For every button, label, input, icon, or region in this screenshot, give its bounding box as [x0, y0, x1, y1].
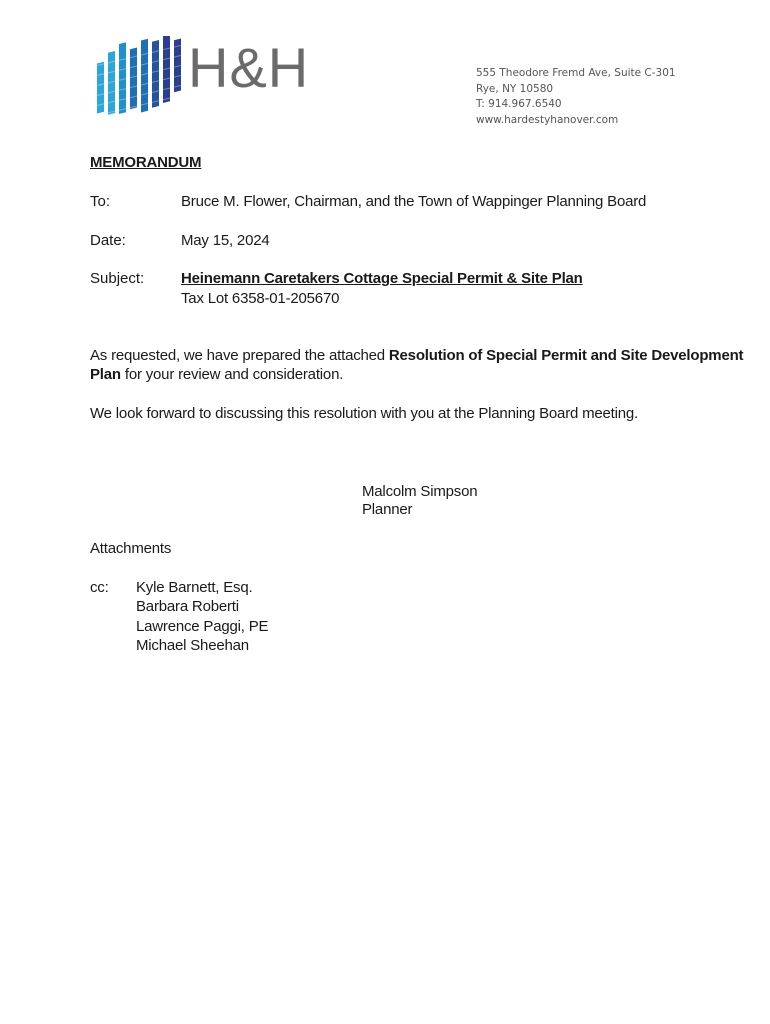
date-value: May 15, 2024: [181, 232, 270, 249]
body-paragraph-1-line-1: [90, 347, 743, 364]
date-label: Date:: [90, 232, 126, 249]
address-city: Rye, NY 10580: [476, 82, 554, 95]
cc-label: cc:: [90, 579, 109, 596]
memo-title: MEMORANDUM: [90, 154, 202, 171]
body-p1-resolution-title: Resolution of Special Permit and Site Development: [388, 347, 744, 364]
cc-name: Kyle Barnett, Esq.: [136, 579, 253, 596]
letterhead-address: [476, 66, 676, 128]
cc-name: Lawrence Paggi, PE: [136, 618, 269, 635]
to-value: Bruce M. Flower, Chairman, and the Town of Wappinger Planning Board: [181, 193, 647, 210]
address-phone: T: 914.967.6540: [476, 98, 562, 110]
signature-name: Malcolm Simpson: [362, 483, 478, 500]
signature-title: Planner: [362, 501, 413, 518]
address-website: www.hardestyhanover.com: [476, 113, 619, 126]
cc-name: Barbara Roberti: [136, 598, 239, 615]
body-p1-plan: Plan: [90, 366, 121, 383]
body-paragraph-1-line-2: [90, 366, 343, 383]
to-label: To:: [90, 193, 111, 210]
attachments-label: Attachments: [90, 540, 172, 557]
hh-logo-mark-icon: [95, 36, 187, 122]
body-p1-suffix: for your review and consideration.: [120, 366, 344, 383]
address-street: 555 Theodore Fremd Ave, Suite C-301: [476, 67, 676, 79]
subject-title: Heinemann Caretakers Cottage Special Permit & Site Plan: [181, 270, 583, 287]
body-paragraph-2: We look forward to discussing this resolution with you at the Planning Board meeting.: [90, 405, 639, 422]
subject-label: Subject:: [90, 270, 145, 287]
body-p1-prefix: As requested, we have prepared the attached: [90, 347, 389, 364]
subject-tax-lot: Tax Lot 6358-01-205670: [181, 290, 340, 307]
cc-name: Michael Sheehan: [136, 637, 249, 654]
logo-wordmark: H&H: [188, 36, 310, 99]
